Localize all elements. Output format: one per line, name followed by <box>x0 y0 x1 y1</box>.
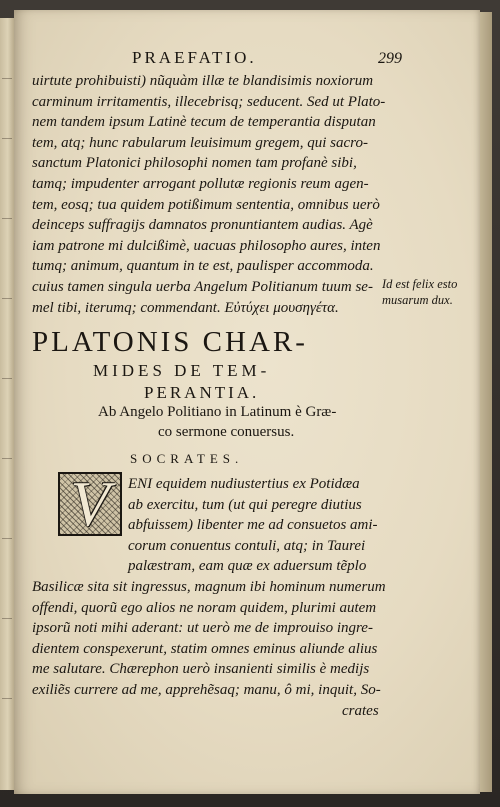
book-page <box>14 10 480 794</box>
dialogue-title-line-1: PLATONIS CHAR- <box>32 326 308 358</box>
text-line: deinceps suffragijs damnatos pronuntiantem audias. Agè <box>32 217 373 234</box>
text-line: tumq; animum, quantum in te est, paulisper accommoda. <box>32 258 374 275</box>
text-line: offendi, quorũ ego alios ne noram quidem, plurimi autem <box>32 599 377 616</box>
text-line: ipsorũ noti mihi aderant: ut uerò me de improuiso ingre- <box>32 620 373 637</box>
page-number: 299 <box>378 50 402 67</box>
marginal-line: Id est felix esto <box>382 277 458 291</box>
text-line: abfuissem) libenter me ad consuetos ami- <box>128 517 378 534</box>
text-line: ENI equidem nudiustertius ex Potidæa <box>128 476 360 492</box>
text-line: nem tandem ipsum Latinè tecum de temperantia disputan <box>32 114 376 131</box>
text-line: carminum irritamentis, illecebrisq; seducent. Sed ut Plato- <box>32 93 386 110</box>
dialogue-paragraph <box>32 468 387 721</box>
text-line: tem, eosq; tua quidem potißimum sententia, omnibus uerò <box>32 196 380 213</box>
text-line: corum conuentus contuli, atq; in Taurei <box>128 537 366 554</box>
translator-note-line-1: Ab Angelo Politiano in Latinum è Græ- <box>98 404 337 420</box>
text-line: iam patrone mi dulcißimè, uacuas philosopho aures, inten <box>32 237 381 254</box>
preface-paragraph <box>32 71 387 318</box>
speaker-heading: SOCRATES. <box>130 451 244 466</box>
text-line: me salutare. Chærephon uerò insanienti similis è medijs <box>32 661 370 678</box>
text-line: ab exercitu, tum (ut qui peregre diutius <box>128 496 362 513</box>
text-line: mel tibi, iterumq; commendant. Εὐτύχει μουσηγέτα. <box>32 299 339 316</box>
marginal-note <box>382 276 472 308</box>
text-line: cuius tamen singula uerba Angelum Politianum tuum se- <box>32 278 373 295</box>
marginal-line: musarum dux. <box>382 293 453 307</box>
running-head: PRAEFATIO. <box>132 48 257 67</box>
text-line: crates <box>342 702 379 719</box>
text-line: sanctum Platonici philosophi nomen tam profanè sibi, <box>32 155 357 172</box>
facing-page-edge <box>0 18 15 790</box>
text-line: dientem conspexerunt, statim omnes eminus aliunde alius <box>32 640 378 657</box>
initial-letter: V <box>70 468 110 539</box>
text-line: tem, atq; hunc rabularum leuisimum gregem, qui sacro- <box>32 134 368 151</box>
page-block-edge <box>480 12 492 792</box>
text-line: palæstram, eam quæ ex aduersum tẽplo <box>128 558 367 575</box>
text-line: uirtute prohibuisti) nũquàm illæ te blandisimis noxiorum <box>32 73 374 89</box>
translator-note-line-2: co sermone conuersus. <box>158 424 295 440</box>
dialogue-title-line-3: PERANTIA. <box>144 383 260 402</box>
text-line: Basilicæ sita sit ingressus, magnum ibi hominum numerum <box>32 578 386 595</box>
text-line: exiliẽs currere ad me, apprehẽsaq; manu, ô mi, inquit, So- <box>32 681 381 698</box>
text-line: tamq; impudenter arrogant pollutæ regionis reum agen- <box>32 175 369 192</box>
dialogue-title-line-2: MIDES DE TEM- <box>93 361 271 380</box>
